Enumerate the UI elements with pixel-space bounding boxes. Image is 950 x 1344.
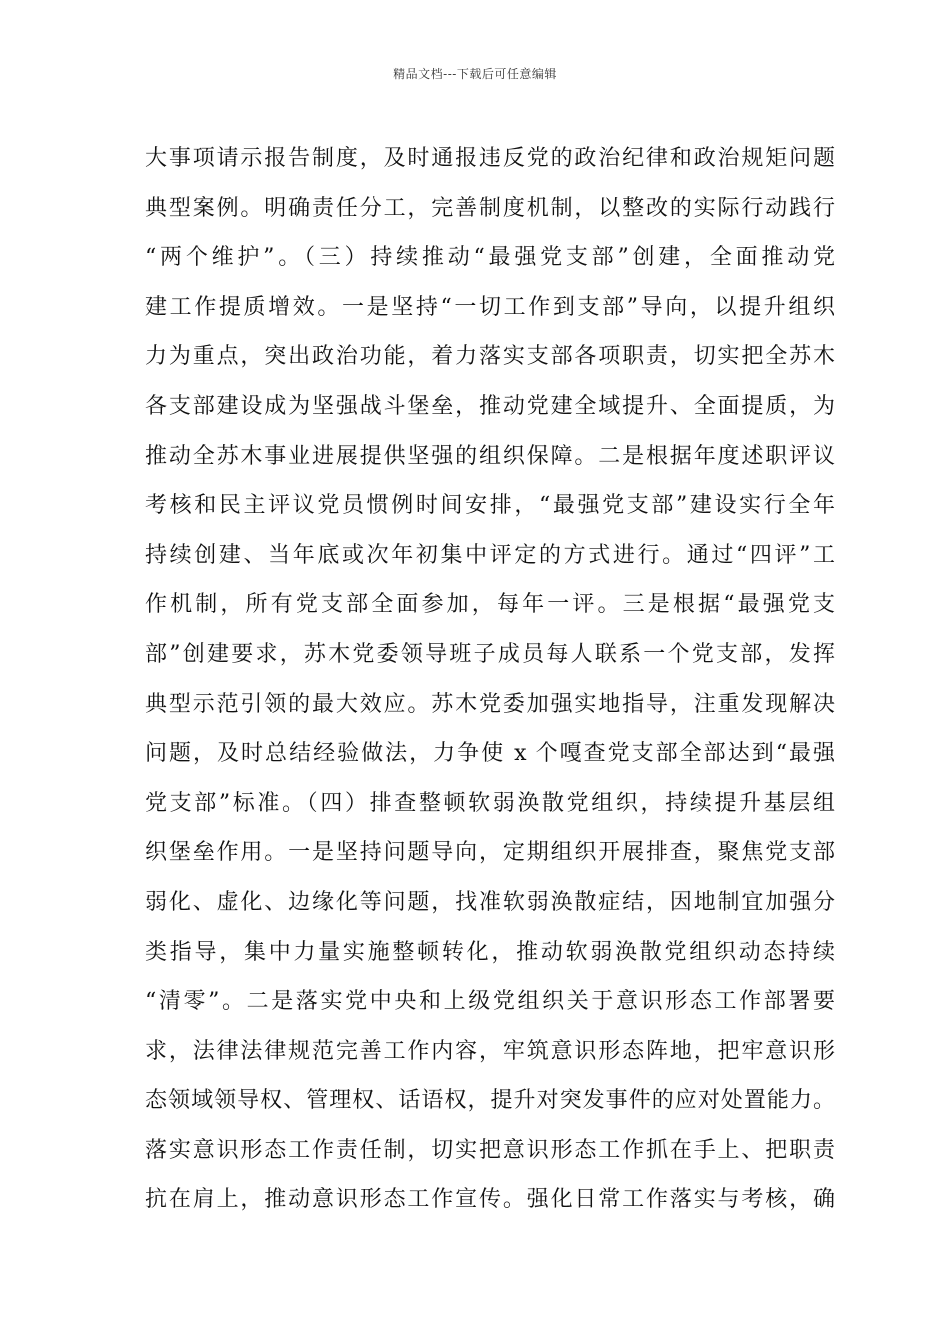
text-line: “两个维护”。（三）持续推动“最强党支部”创建，全面推动党 [145, 245, 835, 271]
text-line: 推动全苏木事业进展提供坚强的组织保障。二是根据年度述职评议 [145, 443, 835, 469]
text-line: “清零”。二是落实党中央和上级党组织关于意识形态工作部署要 [145, 989, 835, 1015]
text-line: 力为重点，突出政治功能，着力落实支部各项职责，切实把全苏木 [145, 344, 835, 370]
text-line: 落实意识形态工作责任制，切实把意识形态工作抓在手上、把职责 [145, 1137, 835, 1163]
text-line: 问题，及时总结经验做法，力争使 x 个嘎查党支部全部达到“最强 [145, 741, 835, 767]
text-line: 类指导，集中力量实施整顿转化，推动软弱涣散党组织动态持续 [145, 939, 835, 965]
text-line: 弱化、虚化、边缘化等问题，找准软弱涣散症结，因地制宜加强分 [145, 889, 835, 915]
body-text [145, 134, 835, 1225]
text-line: 典型案例。明确责任分工，完善制度机制，以整改的实际行动践行 [145, 195, 835, 221]
text-line: 态领域领导权、管理权、话语权，提升对突发事件的应对处置能力。 [145, 1088, 835, 1114]
text-line: 作机制，所有党支部全面参加，每年一评。三是根据“最强党支 [145, 592, 835, 618]
page-header: 精品文档---下载后可任意编辑 [393, 67, 557, 81]
text-line: 抗在肩上，推动意识形态工作宣传。强化日常工作落实与考核，确 [145, 1187, 835, 1213]
text-line: 各支部建设成为坚强战斗堡垒，推动党建全域提升、全面提质，为 [145, 393, 835, 419]
text-line: 考核和民主评议党员惯例时间安排，“最强党支部”建设实行全年 [145, 493, 835, 519]
text-line: 织堡垒作用。一是坚持问题导向，定期组织开展排查，聚焦党支部 [145, 840, 835, 866]
text-line: 建工作提质增效。一是坚持“一切工作到支部”导向，以提升组织 [145, 294, 835, 320]
text-line: 党支部”标准。（四）排查整顿软弱涣散党组织，持续提升基层组 [145, 790, 835, 816]
text-line: 大事项请示报告制度，及时通报违反党的政治纪律和政治规矩问题 [145, 146, 835, 171]
text-line: 典型示范引领的最大效应。苏木党委加强实地指导，注重发现解决 [145, 691, 835, 717]
text-line: 部”创建要求，苏木党委领导班子成员每人联系一个党支部，发挥 [145, 641, 835, 667]
text-line: 求，法律法律规范完善工作内容，牢筑意识形态阵地，把牢意识形 [145, 1038, 835, 1064]
text-line: 持续创建、当年底或次年初集中评定的方式进行。通过“四评”工 [145, 542, 835, 568]
